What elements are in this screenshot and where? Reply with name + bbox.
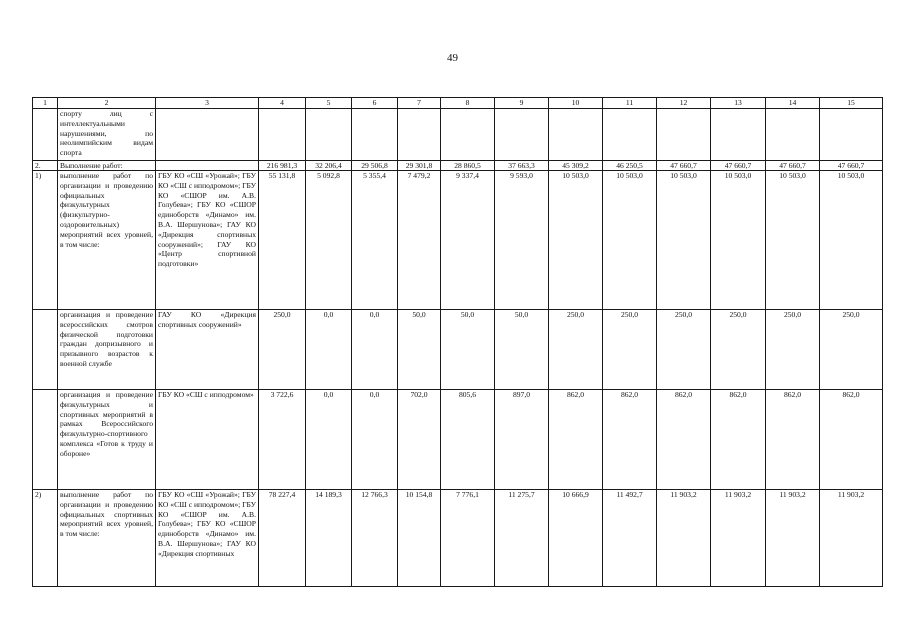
table-row [33,390,883,490]
value-cell: 897,0 [495,390,549,490]
value-cell: 11 903,2 [657,490,711,587]
value-cell: 862,0 [820,390,883,490]
value-cell [657,109,711,161]
header-cell: 1 [33,98,58,109]
value-cell: 7 776,1 [441,490,495,587]
value-cell: 50,0 [441,310,495,390]
value-cell: 47 660,7 [766,161,820,171]
header-cell: 8 [441,98,495,109]
value-cell: 10 503,0 [549,171,603,310]
value-cell: 250,0 [549,310,603,390]
value-cell: 862,0 [766,390,820,490]
value-cell [603,109,657,161]
value-cell: 47 660,7 [657,161,711,171]
value-cell: 250,0 [259,310,306,390]
value-cell [766,109,820,161]
value-cell: 11 903,2 [711,490,766,587]
row-number: 1) [33,171,58,310]
table-row [33,109,883,161]
header-cell: 12 [657,98,711,109]
header-cell: 6 [352,98,398,109]
header-row [33,98,883,109]
row-name: организация и проведение всероссийских смотров физической подготовки граждан допризывного и призывного возрастов к военной службе [58,310,156,390]
value-cell: 12 766,3 [352,490,398,587]
value-cell: 10 666,9 [549,490,603,587]
value-cell: 9 593,0 [495,171,549,310]
value-cell: 805,6 [441,390,495,490]
value-cell: 10 503,0 [766,171,820,310]
value-cell: 10 503,0 [820,171,883,310]
value-cell: 0,0 [306,390,352,490]
value-cell: 250,0 [820,310,883,390]
value-cell: 10 154,8 [398,490,441,587]
header-cell: 10 [549,98,603,109]
value-cell: 47 660,7 [711,161,766,171]
header-cell: 13 [711,98,766,109]
value-cell: 862,0 [549,390,603,490]
header-cell: 2 [58,98,156,109]
value-cell: 862,0 [657,390,711,490]
header-cell: 5 [306,98,352,109]
row-name: выполнение работ по организации и проведению официальных спортивных мероприятий всех уровней, в том числе: [58,490,156,587]
value-cell: 14 189,3 [306,490,352,587]
table-row [33,161,883,171]
row-executor: ГАУ КО «Дирекция спортивных сооружений» [156,310,259,390]
value-cell [441,109,495,161]
row-executor [156,109,259,161]
header-cell: 15 [820,98,883,109]
row-number [33,390,58,490]
header-cell: 7 [398,98,441,109]
value-cell [711,109,766,161]
value-cell: 29 301,8 [398,161,441,171]
value-cell: 78 227,4 [259,490,306,587]
value-cell [820,109,883,161]
value-cell: 50,0 [398,310,441,390]
value-cell: 250,0 [766,310,820,390]
row-executor [156,161,259,171]
value-cell: 862,0 [603,390,657,490]
row-number: 2. [33,161,58,171]
value-cell: 11 275,7 [495,490,549,587]
value-cell: 250,0 [711,310,766,390]
table-row [33,310,883,390]
row-executor: ГБУ КО «СШ «Урожай»; ГБУ КО «СШ с ипподромом»; ГБУ КО «СШОР им. А.В. Голубева»; ГБУ КО «СШОР единоборств «Динамо» им. В.А. Шершунова»; ГАУ КО «Дирекция спортивных [156,490,259,587]
value-cell [495,109,549,161]
value-cell: 0,0 [352,310,398,390]
page-number: 49 [447,52,458,64]
value-cell: 9 337,4 [441,171,495,310]
row-name: выполнение работ по организации и проведению официальных физкультурных (физкультурно-оздоровительных) мероприятий всех уровней, в том числе: [58,171,156,310]
value-cell: 250,0 [603,310,657,390]
value-cell: 0,0 [306,310,352,390]
value-cell: 5 092,8 [306,171,352,310]
value-cell: 11 903,2 [766,490,820,587]
value-cell: 0,0 [352,390,398,490]
budget-table [32,97,883,587]
value-cell: 11 492,7 [603,490,657,587]
header-cell: 3 [156,98,259,109]
row-executor: ГБУ КО «СШ «Урожай»; ГБУ КО «СШ с ипподромом»; ГБУ КО «СШОР им. А.В. Голубева»; ГБУ КО «СШОР единоборств «Динамо» им. В.А. Шершунова»; ГАУ КО «Дирекция спортивных сооружений»; ГАУ КО «Центр спортивной подготовки» [156,171,259,310]
value-cell: 3 722,6 [259,390,306,490]
table-row [33,490,883,587]
row-number: 2) [33,490,58,587]
row-name: спорту лиц с интеллектуальными нарушениями, по неолимпийским видам спорта [58,109,156,161]
value-cell: 10 503,0 [603,171,657,310]
value-cell: 5 355,4 [352,171,398,310]
value-cell: 50,0 [495,310,549,390]
row-number [33,109,58,161]
value-cell: 47 660,7 [820,161,883,171]
header-cell: 4 [259,98,306,109]
value-cell: 11 903,2 [820,490,883,587]
value-cell: 55 131,8 [259,171,306,310]
value-cell: 32 206,4 [306,161,352,171]
header-cell: 14 [766,98,820,109]
value-cell: 45 309,2 [549,161,603,171]
header-cell: 11 [603,98,657,109]
value-cell [398,109,441,161]
value-cell: 10 503,0 [657,171,711,310]
table-row [33,171,883,310]
value-cell: 702,0 [398,390,441,490]
header-cell: 9 [495,98,549,109]
value-cell: 29 506,8 [352,161,398,171]
row-executor: ГБУ КО «СШ с ипподромом» [156,390,259,490]
value-cell: 46 250,5 [603,161,657,171]
value-cell: 28 860,5 [441,161,495,171]
value-cell: 37 663,3 [495,161,549,171]
row-name: Выполнение работ: [58,161,156,171]
value-cell: 216 981,3 [259,161,306,171]
value-cell [306,109,352,161]
value-cell [259,109,306,161]
row-number [33,310,58,390]
value-cell: 862,0 [711,390,766,490]
value-cell [352,109,398,161]
value-cell: 10 503,0 [711,171,766,310]
row-name: организация и проведение физкультурных и спортивных мероприятий в рамках Всероссийского физкультурно-спортивного комплекса «Готов к труду и обороне» [58,390,156,490]
value-cell [549,109,603,161]
value-cell: 250,0 [657,310,711,390]
value-cell: 7 479,2 [398,171,441,310]
